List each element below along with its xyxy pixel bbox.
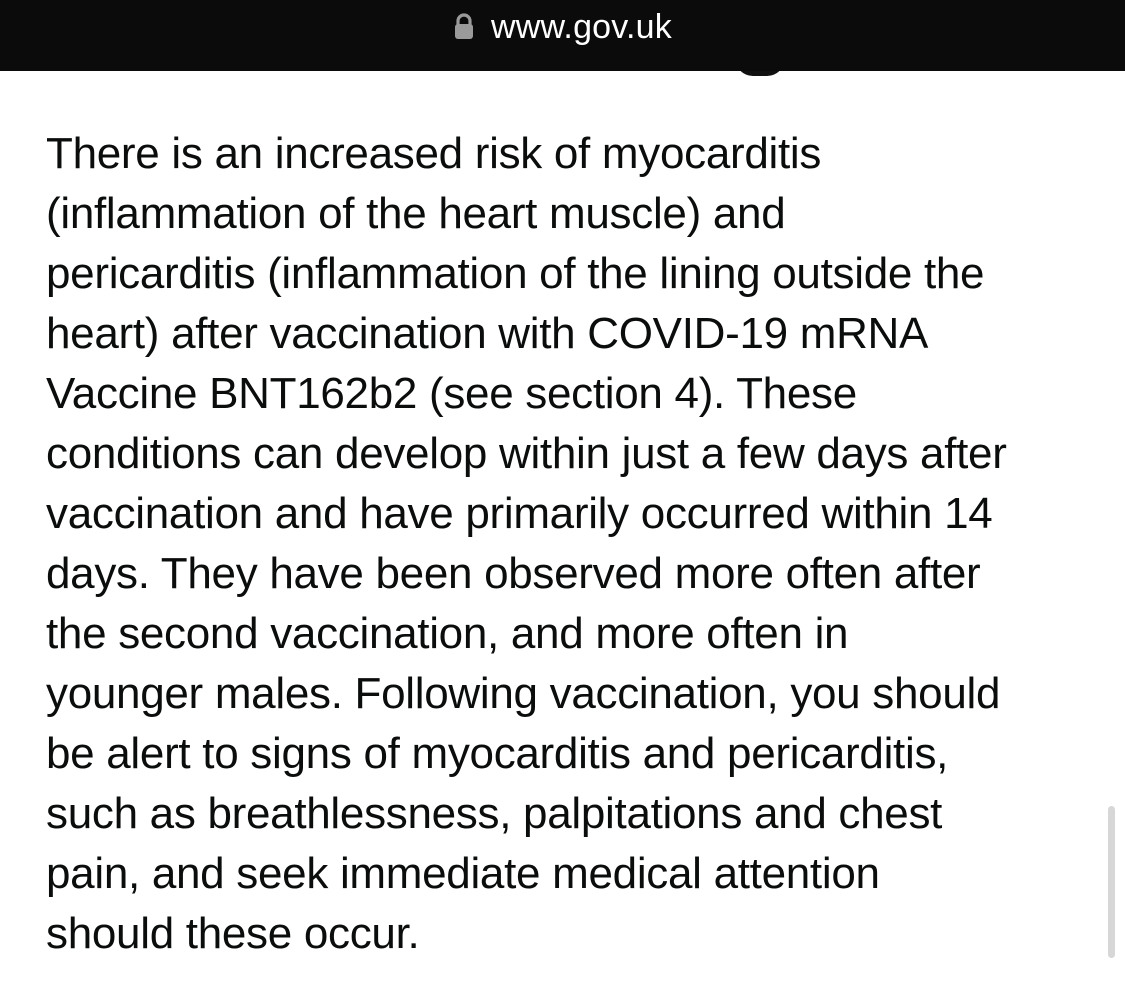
paragraph-line: Vaccine BNT162b2 (see section 4). These	[46, 369, 857, 418]
paragraph-line: pain, and seek immediate medical attention	[46, 849, 880, 898]
article-paragraph	[46, 124, 1086, 964]
paragraph-line: pericarditis (inflammation of the lining outside the	[46, 249, 985, 298]
url-text: www.gov.uk	[491, 7, 672, 46]
clipped-heading-glyph	[735, 71, 785, 76]
paragraph-line: vaccination and have primarily occurred within 14	[46, 489, 993, 538]
paragraph-line: such as breathlessness, palpitations and chest	[46, 789, 943, 838]
vertical-scrollbar[interactable]	[1108, 806, 1115, 958]
paragraph-line: should these occur.	[46, 909, 420, 958]
paragraph-line: be alert to signs of myocarditis and pericarditis,	[46, 729, 949, 778]
paragraph-line: (inflammation of the heart muscle) and	[46, 189, 786, 238]
paragraph-line: younger males. Following vaccination, you should	[46, 669, 1001, 718]
lock-icon	[453, 13, 475, 41]
paragraph-line: heart) after vaccination with COVID-19 mRNA	[46, 309, 929, 358]
browser-url-bar[interactable]	[0, 0, 1125, 71]
clipped-heading-fragment	[0, 71, 1125, 79]
paragraph-line: the second vaccination, and more often in	[46, 609, 849, 658]
paragraph-line: days. They have been observed more often after	[46, 549, 981, 598]
paragraph-line: There is an increased risk of myocarditis	[46, 129, 822, 178]
paragraph-line: conditions can develop within just a few days after	[46, 429, 1007, 478]
